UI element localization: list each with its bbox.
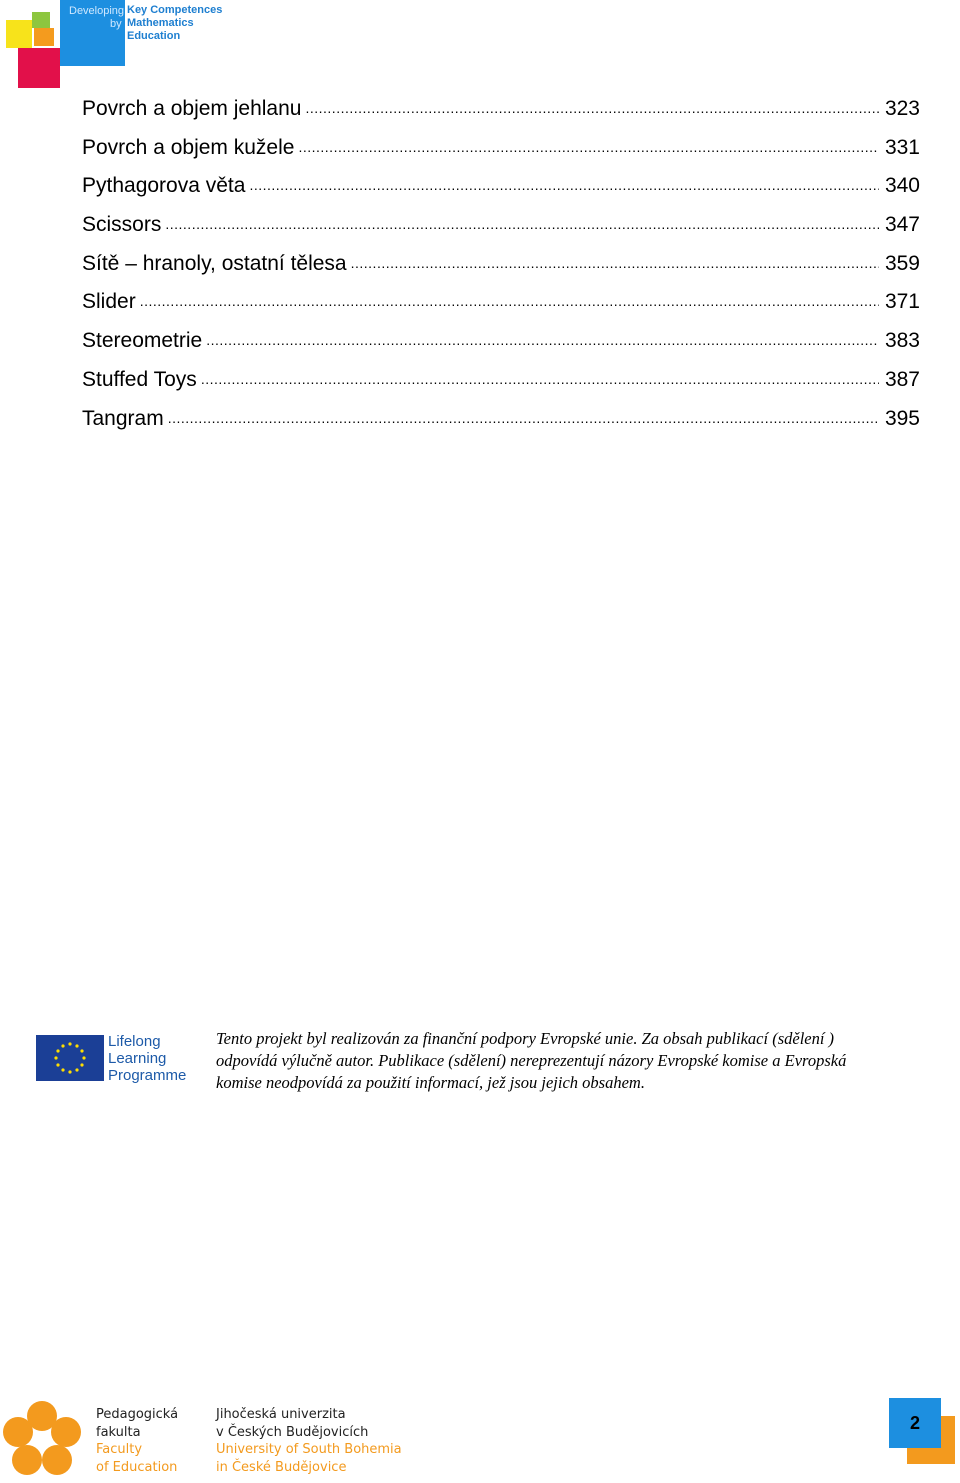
faculty-line-2: fakulta	[96, 1424, 141, 1440]
eu-disclaimer: Tento projekt byl realizován za finanční podpory Evropské unie. Za obsah publikací (sdělení ) odpovídá výlučně autor. Publikace (sdělení) nereprezentují názory Evropské komise a Evropská komise neodpovídá za použití informací, jež jsou jejich obsahem.	[216, 1029, 847, 1092]
toc-entry-page: 340	[884, 174, 920, 198]
faculty-line-3: Faculty	[96, 1442, 143, 1457]
university-line-4: in České Budějovice	[216, 1459, 347, 1475]
toc-leader-dots	[305, 95, 878, 115]
toc-leader-dots	[168, 405, 879, 425]
toc-entry-title: Tangram	[82, 406, 164, 430]
logo-square-yellow	[6, 20, 32, 48]
toc-entry-page: 371	[884, 290, 920, 314]
logo-square-orange	[34, 28, 54, 46]
toc-entry-page: 359	[884, 251, 920, 275]
toc-entry-title: Slider	[82, 290, 136, 314]
logo-square-red	[18, 48, 60, 88]
logo-key-competences: Key Competences	[127, 4, 223, 16]
university-line-3: University of South Bohemia	[216, 1442, 402, 1457]
eu-line-2: Learning	[108, 1050, 167, 1067]
toc-leader-dots	[201, 366, 879, 386]
eu-line-3: Programme	[108, 1067, 187, 1084]
toc-leader-dots	[351, 250, 879, 270]
university-line-2: v Českých Budějovicích	[216, 1424, 369, 1440]
toc-entry[interactable]	[82, 208, 920, 247]
toc-entry-page: 383	[884, 329, 920, 353]
toc-entry-title: Pythagorova věta	[82, 174, 246, 198]
university-line-1: Jihočeská univerzita	[216, 1407, 346, 1422]
toc-entry-title: Povrch a objem kužele	[82, 135, 295, 159]
logo-title	[127, 4, 222, 43]
toc-entry[interactable]	[82, 169, 920, 208]
logo-by: by	[110, 18, 122, 30]
table-of-contents	[82, 92, 920, 440]
toc-entry-page: 387	[884, 367, 920, 391]
logo-square-green	[32, 12, 50, 28]
toc-entry[interactable]	[82, 324, 920, 363]
toc-entry-page: 331	[884, 135, 920, 159]
toc-leader-dots	[206, 327, 879, 347]
toc-entry-title: Povrch a objem jehlanu	[82, 97, 302, 120]
toc-leader-dots	[140, 288, 879, 308]
project-logo	[0, 0, 230, 90]
logo-education: Education	[127, 30, 181, 42]
toc-entry[interactable]	[82, 247, 920, 286]
faculty-flower-logo	[2, 1400, 82, 1478]
logo-mathematics: Mathematics	[127, 17, 194, 29]
toc-entry-title: Sítě – hranoly, ostatní tělesa	[82, 251, 347, 275]
eu-flag-icon	[36, 1035, 104, 1081]
toc-entry[interactable]	[82, 285, 920, 324]
toc-leader-dots	[249, 172, 879, 192]
faculty-line-4: of Education	[96, 1459, 178, 1475]
toc-entry-title: Stuffed Toys	[82, 367, 197, 391]
toc-entry-page: 395	[884, 406, 920, 430]
toc-entry[interactable]	[82, 131, 920, 170]
logo-developing: Developing	[69, 5, 125, 17]
faculty-line-1: Pedagogická	[96, 1407, 179, 1422]
lifelong-learning-logo	[36, 1033, 206, 1093]
toc-entry-title: Scissors	[82, 213, 162, 237]
toc-entry-title: Stereometrie	[82, 329, 203, 353]
university-name	[216, 1406, 402, 1476]
page-number: 2	[889, 1398, 941, 1448]
toc-entry[interactable]	[82, 92, 920, 131]
toc-leader-dots	[165, 211, 879, 231]
toc-entry[interactable]	[82, 402, 920, 441]
lifelong-learning-text	[108, 1033, 186, 1084]
toc-entry-page: 347	[884, 213, 920, 237]
toc-entry-page: 323	[884, 97, 920, 120]
toc-leader-dots	[298, 134, 879, 154]
faculty-name	[96, 1406, 178, 1476]
toc-entry[interactable]	[82, 363, 920, 402]
eu-line-1: Lifelong	[108, 1033, 161, 1050]
